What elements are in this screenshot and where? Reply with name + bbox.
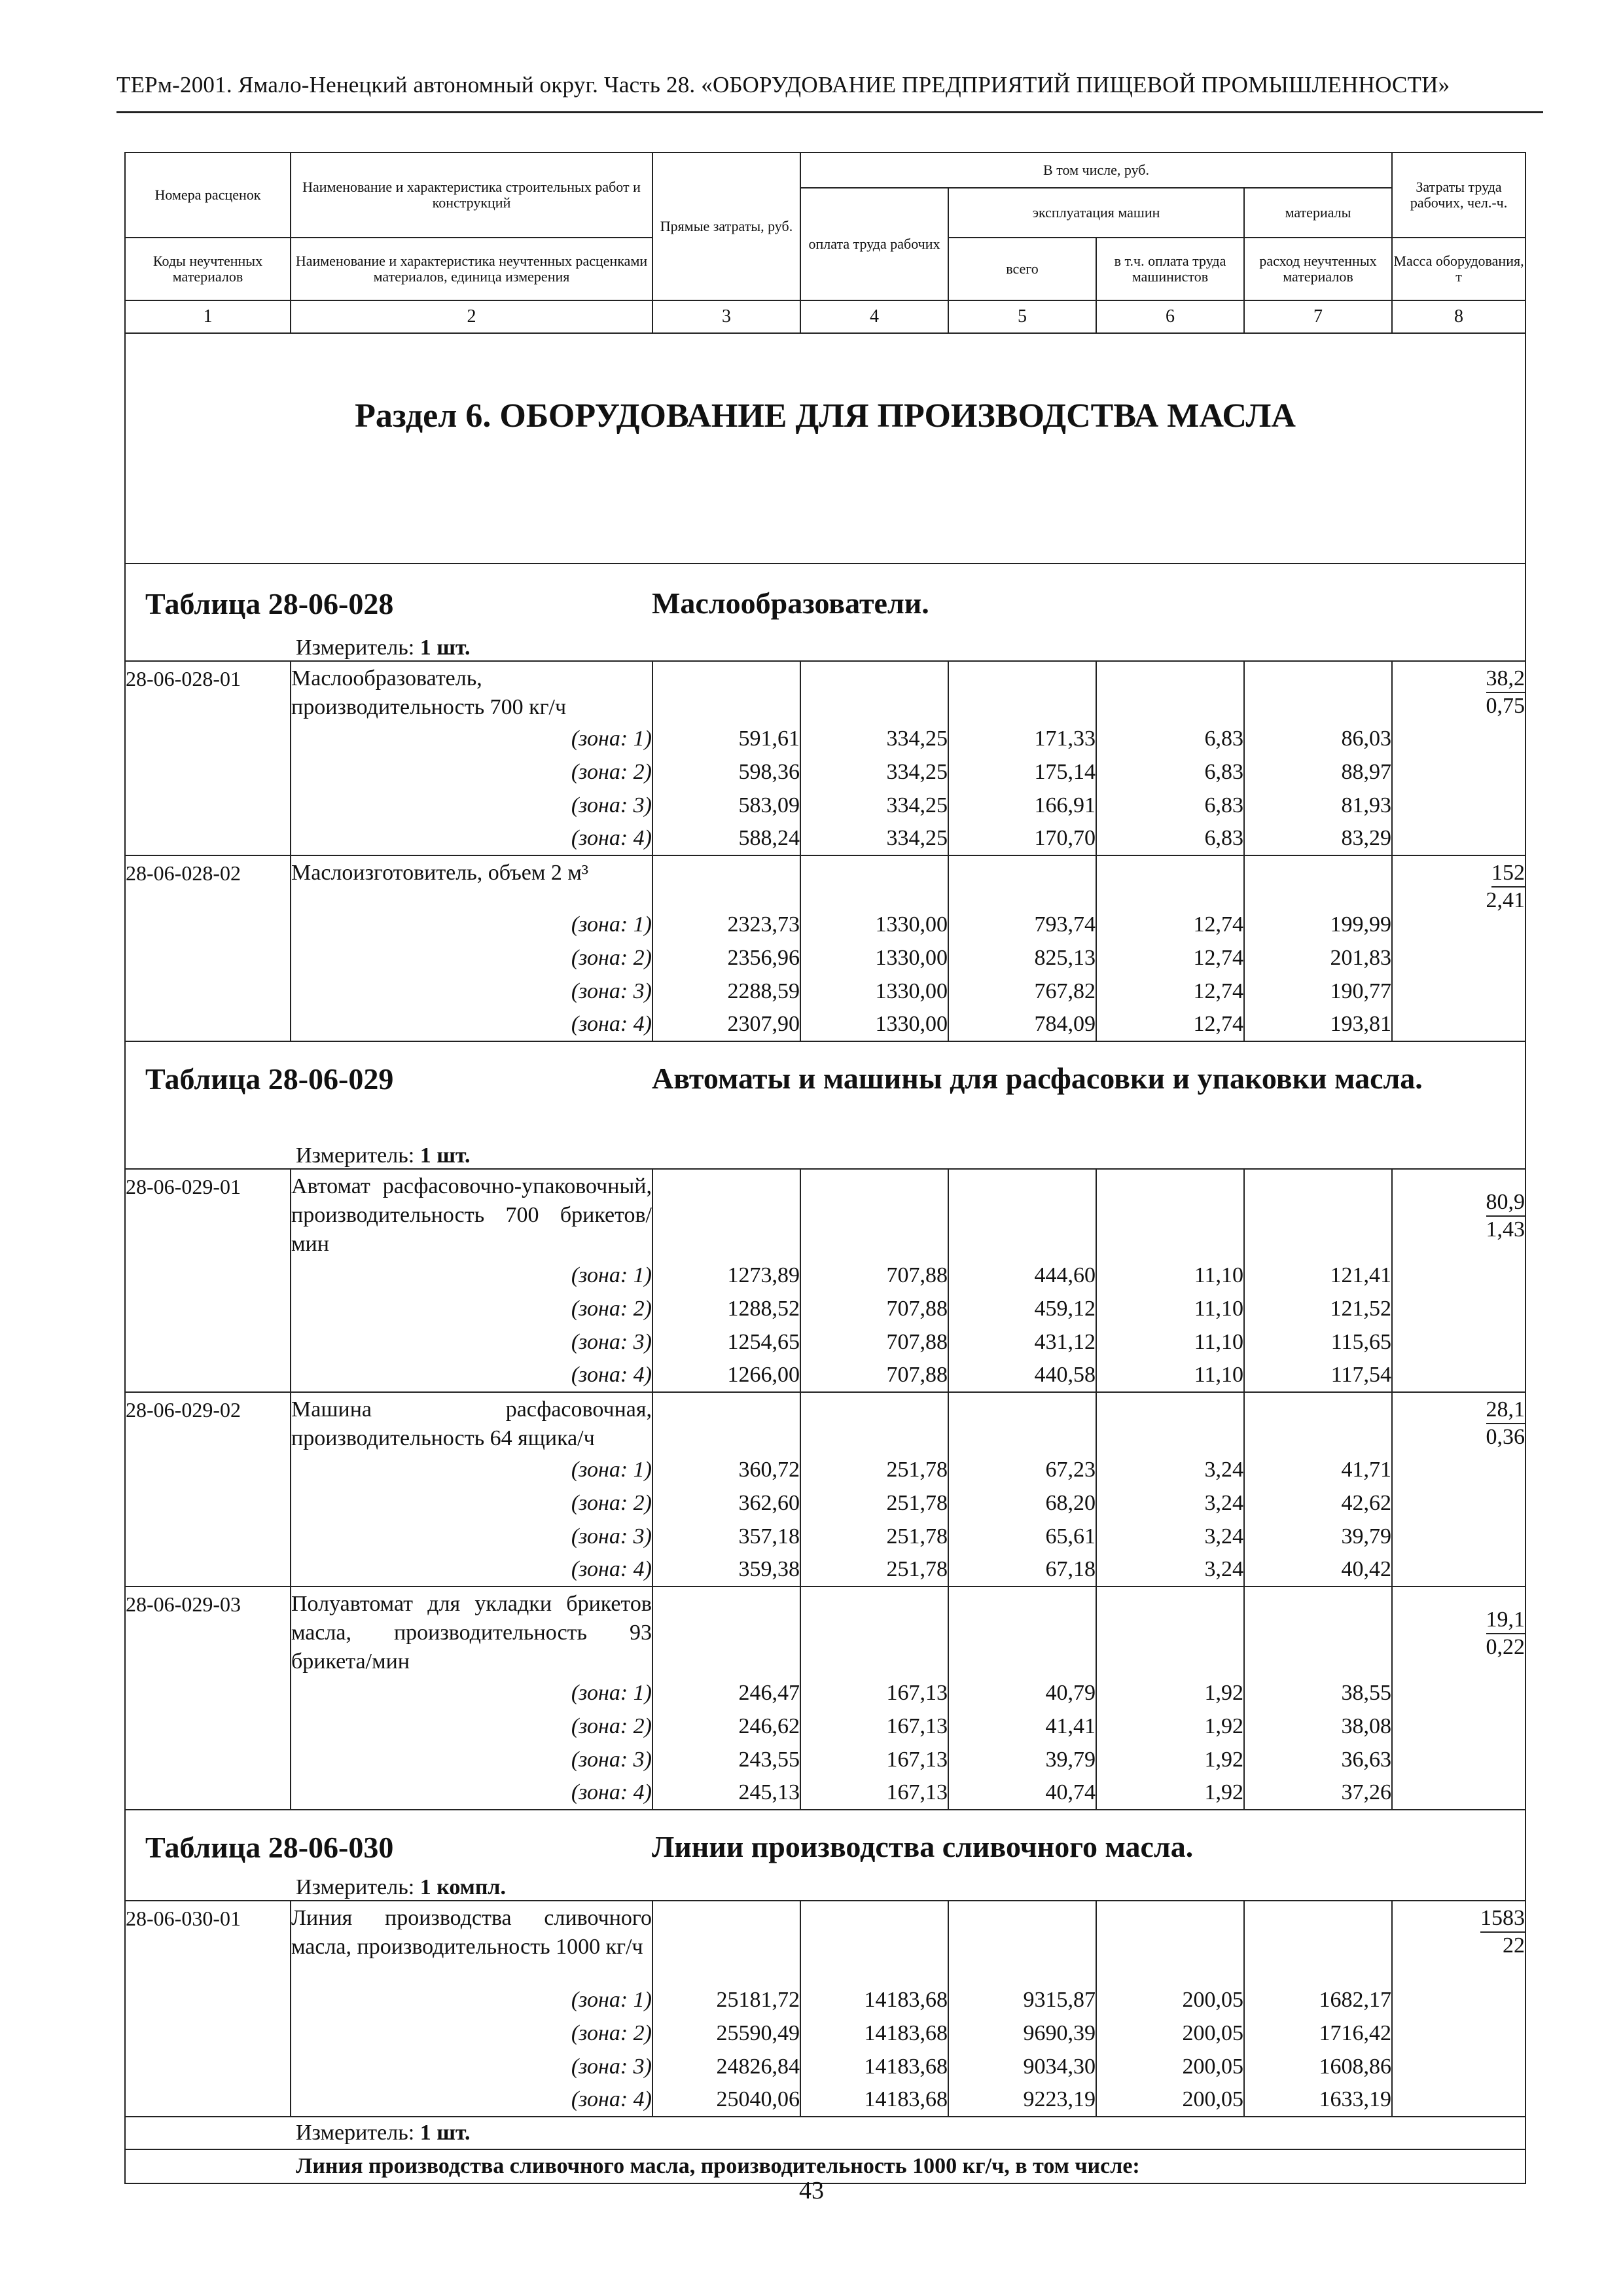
column-number: 5 — [948, 300, 1096, 333]
zone-value: 1266,00 — [652, 1359, 800, 1392]
zone-value: 38,55 — [1244, 1676, 1392, 1710]
zone-value: 1288,52 — [652, 1292, 800, 1325]
header-col1-bottom: Коды неучтенных материалов — [125, 238, 291, 300]
zone-value: 83,29 — [1244, 822, 1392, 855]
measure-value: 1 шт. — [419, 636, 471, 660]
zone-value: 167,13 — [800, 1676, 948, 1710]
labor-cost: 19,1 — [1486, 1607, 1525, 1634]
zone-label: (зона: 4) — [291, 1776, 652, 1810]
zone-row — [125, 1486, 1525, 1520]
zone-value: 14183,68 — [800, 1983, 948, 2017]
labor-cost: 38,2 — [1486, 666, 1525, 693]
zone-value: 11,10 — [1096, 1359, 1244, 1392]
zone-value: 12,74 — [1096, 975, 1244, 1008]
zone-value: 9690,39 — [948, 2017, 1096, 2050]
zone-value: 360,72 — [652, 1453, 800, 1486]
zone-value: 11,10 — [1096, 1292, 1244, 1325]
zone-value: 444,60 — [948, 1259, 1096, 1292]
zone-value: 1330,00 — [800, 941, 948, 975]
labor-mass-fraction — [1392, 1901, 1525, 2117]
zone-value: 67,23 — [948, 1453, 1096, 1486]
labor-cost: 152 — [1491, 860, 1525, 888]
header-incl: В том числе, руб. — [800, 152, 1392, 188]
zone-value: 1682,17 — [1244, 1983, 1392, 2017]
zone-value: 193,81 — [1244, 1008, 1392, 1041]
column-number: 8 — [1392, 300, 1525, 333]
zone-label: (зона: 3) — [291, 2050, 652, 2083]
zone-label: (зона: 2) — [291, 1710, 652, 1743]
zone-value: 9034,30 — [948, 2050, 1096, 2083]
zone-value: 591,61 — [652, 722, 800, 755]
zone-value: 86,03 — [1244, 722, 1392, 755]
header-machines: эксплуатация машин — [948, 188, 1244, 238]
zone-label: (зона: 1) — [291, 1259, 652, 1292]
zone-value: 334,25 — [800, 822, 948, 855]
zone-value: 707,88 — [800, 1325, 948, 1359]
zone-label: (зона: 2) — [291, 1486, 652, 1520]
running-header: ТЕРм-2001. Ямало-Ненецкий автономный округ. Часть 28. «ОБОРУДОВАНИЕ ПРЕДПРИЯТИЙ ПИЩЕВОЙ ПРОМЫШЛЕННОСТИ» — [116, 72, 1450, 98]
header-col6: в т.ч. оплата труда машинистов — [1096, 238, 1244, 300]
equipment-mass: 0,22 — [1486, 1635, 1525, 1659]
zone-value: 40,74 — [948, 1776, 1096, 1810]
zone-value: 201,83 — [1244, 941, 1392, 975]
zone-value: 2356,96 — [652, 941, 800, 975]
column-number: 1 — [125, 300, 291, 333]
zone-value: 357,18 — [652, 1520, 800, 1553]
zone-value: 200,05 — [1096, 2050, 1244, 2083]
zone-value: 200,05 — [1096, 1983, 1244, 2017]
zone-value: 121,41 — [1244, 1259, 1392, 1292]
header-divider — [116, 111, 1543, 113]
zone-value: 175,14 — [948, 755, 1096, 789]
zone-label: (зона: 1) — [291, 1453, 652, 1486]
labor-mass-fraction — [1392, 855, 1525, 1041]
zone-row — [125, 908, 1525, 941]
zone-value: 25181,72 — [652, 1983, 800, 2017]
table-title-row — [125, 1041, 1525, 1140]
zone-row — [125, 2083, 1525, 2117]
footer-measure-row — [125, 2117, 1525, 2149]
zone-label: (зона: 4) — [291, 1008, 652, 1041]
zone-value: 121,52 — [1244, 1292, 1392, 1325]
zone-row — [125, 1008, 1525, 1041]
table-name: Автоматы и машины для расфасовки и упаковки масла. — [652, 1062, 1423, 1095]
zone-row — [125, 1453, 1525, 1486]
zone-row — [125, 722, 1525, 755]
table-name: Линии производства сливочного масла. — [652, 1830, 1194, 1863]
zone-value: 37,26 — [1244, 1776, 1392, 1810]
section-title: Раздел 6. ОБОРУДОВАНИЕ ДЛЯ ПРОИЗВОДСТВА МАСЛА — [355, 397, 1296, 435]
rate-code: 28-06-030-01 — [125, 1901, 291, 2117]
zone-value: 245,13 — [652, 1776, 800, 1810]
measure-value: 1 компл. — [419, 1875, 507, 1899]
equipment-mass: 0,36 — [1486, 1425, 1525, 1449]
zone-value: 171,33 — [948, 722, 1096, 755]
zone-label: (зона: 4) — [291, 822, 652, 855]
zone-value: 41,71 — [1244, 1453, 1392, 1486]
zone-value: 793,74 — [948, 908, 1096, 941]
zone-value: 246,47 — [652, 1676, 800, 1710]
zone-label: (зона: 1) — [291, 908, 652, 941]
zone-row — [125, 1710, 1525, 1743]
zone-value: 3,24 — [1096, 1553, 1244, 1587]
zone-value: 115,65 — [1244, 1325, 1392, 1359]
zone-value: 68,20 — [948, 1486, 1096, 1520]
table-code: Таблица 28-06-028 — [145, 587, 394, 620]
zone-value: 243,55 — [652, 1743, 800, 1776]
zone-value: 3,24 — [1096, 1453, 1244, 1486]
zone-value: 11,10 — [1096, 1325, 1244, 1359]
zone-row — [125, 1983, 1525, 2017]
zone-row — [125, 1776, 1525, 1810]
zone-value: 167,13 — [800, 1710, 948, 1743]
equipment-mass: 0,75 — [1486, 694, 1525, 718]
zone-value: 39,79 — [1244, 1520, 1392, 1553]
equipment-mass: 2,41 — [1486, 888, 1525, 912]
table-title-row — [125, 564, 1525, 632]
zone-value: 588,24 — [652, 822, 800, 855]
zone-label: (зона: 3) — [291, 1743, 652, 1776]
labor-mass-fraction — [1392, 1169, 1525, 1392]
zone-value: 251,78 — [800, 1486, 948, 1520]
zone-value: 166,91 — [948, 789, 1096, 822]
zone-row — [125, 755, 1525, 789]
rate-code: 28-06-028-01 — [125, 661, 291, 855]
zone-value: 459,12 — [948, 1292, 1096, 1325]
zone-value: 40,42 — [1244, 1553, 1392, 1587]
header-col8-top: Затраты труда рабочих, чел.-ч. — [1392, 152, 1525, 238]
zone-value: 334,25 — [800, 722, 948, 755]
zone-value: 6,83 — [1096, 755, 1244, 789]
zone-value: 14183,68 — [800, 2017, 948, 2050]
zone-value: 117,54 — [1244, 1359, 1392, 1392]
zone-value: 190,77 — [1244, 975, 1392, 1008]
zone-value: 2323,73 — [652, 908, 800, 941]
zone-label: (зона: 3) — [291, 975, 652, 1008]
zone-value: 36,63 — [1244, 1743, 1392, 1776]
labor-cost: 1583 — [1480, 1905, 1525, 1933]
measure-row — [125, 1872, 1525, 1901]
zone-value: 1330,00 — [800, 1008, 948, 1041]
header-col1-top: Номера расценок — [125, 152, 291, 238]
zone-value: 6,83 — [1096, 789, 1244, 822]
zone-value: 246,62 — [652, 1710, 800, 1743]
table-name: Маслообразователи. — [652, 586, 929, 620]
zone-value: 88,97 — [1244, 755, 1392, 789]
zone-value: 67,18 — [948, 1553, 1096, 1587]
zone-label: (зона: 4) — [291, 1359, 652, 1392]
column-number: 3 — [652, 300, 800, 333]
measure-label: Измеритель: — [296, 1143, 415, 1168]
zone-value: 6,83 — [1096, 822, 1244, 855]
zone-value: 65,61 — [948, 1520, 1096, 1553]
zone-value: 167,13 — [800, 1743, 948, 1776]
table-code: Таблица 28-06-030 — [145, 1831, 394, 1864]
zone-value: 199,99 — [1244, 908, 1392, 941]
zone-value: 334,25 — [800, 755, 948, 789]
zone-value: 14183,68 — [800, 2083, 948, 2117]
zone-value: 825,13 — [948, 941, 1096, 975]
rate-item-row — [125, 1169, 1525, 1259]
zone-row — [125, 941, 1525, 975]
zone-row — [125, 975, 1525, 1008]
zone-label: (зона: 3) — [291, 1325, 652, 1359]
zone-value: 41,41 — [948, 1710, 1096, 1743]
header-col7: расход неучтенных материалов — [1244, 238, 1392, 300]
zone-value: 1,92 — [1096, 1776, 1244, 1810]
zone-value: 359,38 — [652, 1553, 800, 1587]
zone-value: 11,10 — [1096, 1259, 1244, 1292]
zone-value: 24826,84 — [652, 2050, 800, 2083]
column-number: 2 — [291, 300, 652, 333]
zone-value: 767,82 — [948, 975, 1096, 1008]
zone-value: 251,78 — [800, 1520, 948, 1553]
zone-row — [125, 1743, 1525, 1776]
zone-value: 1633,19 — [1244, 2083, 1392, 2117]
zone-value: 707,88 — [800, 1292, 948, 1325]
rate-code: 28-06-029-02 — [125, 1392, 291, 1587]
rate-item-row — [125, 855, 1525, 908]
zone-value: 9223,19 — [948, 2083, 1096, 2117]
rate-item-row — [125, 1901, 1525, 1983]
zone-row — [125, 1553, 1525, 1587]
zone-value: 1330,00 — [800, 908, 948, 941]
header-col4: оплата труда рабочих — [800, 188, 948, 300]
zone-value: 251,78 — [800, 1553, 948, 1587]
zone-value: 38,08 — [1244, 1710, 1392, 1743]
zone-value: 784,09 — [948, 1008, 1096, 1041]
measure-label: Измеритель: — [296, 1875, 415, 1899]
rate-description: Маслоизготовитель, объем 2 м³ — [291, 855, 652, 908]
zone-value: 25040,06 — [652, 2083, 800, 2117]
column-number: 7 — [1244, 300, 1392, 333]
zone-value: 12,74 — [1096, 941, 1244, 975]
table-code: Таблица 28-06-029 — [145, 1062, 394, 1096]
column-number: 6 — [1096, 300, 1244, 333]
zone-value: 431,12 — [948, 1325, 1096, 1359]
column-numbers-row — [125, 300, 1525, 333]
zone-value: 1,92 — [1096, 1676, 1244, 1710]
measure-row — [125, 632, 1525, 661]
zone-label: (зона: 1) — [291, 722, 652, 755]
rate-code: 28-06-029-01 — [125, 1169, 291, 1392]
labor-mass-fraction — [1392, 1587, 1525, 1810]
header-col2-bottom: Наименование и характеристика неучтенных расценками материалов, единица измерения — [291, 238, 652, 300]
zone-value: 12,74 — [1096, 908, 1244, 941]
zone-value: 707,88 — [800, 1359, 948, 1392]
rate-description: Автомат расфасовочно-упаковочный, производительность 700 брикетов/мин — [291, 1169, 652, 1259]
measure-value: 1 шт. — [419, 1143, 471, 1168]
header-col5: всего — [948, 238, 1096, 300]
labor-cost: 28,1 — [1486, 1397, 1525, 1424]
zone-value: 1330,00 — [800, 975, 948, 1008]
zone-label: (зона: 3) — [291, 789, 652, 822]
zone-value: 200,05 — [1096, 2017, 1244, 2050]
zone-row — [125, 822, 1525, 855]
zone-value: 440,58 — [948, 1359, 1096, 1392]
zone-row — [125, 1359, 1525, 1392]
rate-description: Маслообразователь, производительность 700 кг/ч — [291, 661, 652, 722]
zone-row — [125, 789, 1525, 822]
zone-value: 3,24 — [1096, 1486, 1244, 1520]
rate-item-row — [125, 1392, 1525, 1453]
zone-row — [125, 1325, 1525, 1359]
zone-value: 9315,87 — [948, 1983, 1096, 2017]
labor-mass-fraction — [1392, 1392, 1525, 1587]
measure-label: Измеритель: — [296, 2121, 415, 2145]
zone-label: (зона: 2) — [291, 941, 652, 975]
zone-row — [125, 1259, 1525, 1292]
zone-value: 167,13 — [800, 1776, 948, 1810]
header-col8-bottom: Масса оборудования, т — [1392, 238, 1525, 300]
zone-row — [125, 1520, 1525, 1553]
footer-line: Линия производства сливочного масла, производительность 1000 кг/ч, в том числе: — [291, 2149, 1525, 2183]
zone-value: 707,88 — [800, 1259, 948, 1292]
price-table — [124, 152, 1526, 2184]
zone-value: 12,74 — [1096, 1008, 1244, 1041]
zone-value: 334,25 — [800, 789, 948, 822]
zone-label: (зона: 2) — [291, 755, 652, 789]
zone-value: 362,60 — [652, 1486, 800, 1520]
zone-value: 81,93 — [1244, 789, 1392, 822]
zone-value: 1254,65 — [652, 1325, 800, 1359]
zone-row — [125, 1676, 1525, 1710]
zone-value: 3,24 — [1096, 1520, 1244, 1553]
zone-value: 598,36 — [652, 755, 800, 789]
zone-value: 583,09 — [652, 789, 800, 822]
page-number: 43 — [799, 2177, 824, 2204]
zone-value: 200,05 — [1096, 2083, 1244, 2117]
measure-row — [125, 1140, 1525, 1169]
zone-value: 25590,49 — [652, 2017, 800, 2050]
equipment-mass: 1,43 — [1486, 1217, 1525, 1242]
header-col3: Прямые затраты, руб. — [652, 152, 800, 300]
zone-value: 251,78 — [800, 1453, 948, 1486]
labor-mass-fraction — [1392, 661, 1525, 855]
measure-label: Измеритель: — [296, 636, 415, 660]
zone-row — [125, 2017, 1525, 2050]
table-title-row — [125, 1810, 1525, 1872]
rate-description: Линия производства сливочного масла, производительность 1000 кг/ч — [291, 1901, 652, 1983]
measure-value: 1 шт. — [419, 2121, 471, 2145]
rate-item-row — [125, 661, 1525, 722]
zone-label: (зона: 3) — [291, 1520, 652, 1553]
labor-cost: 80,9 — [1486, 1189, 1525, 1217]
zone-value: 1608,86 — [1244, 2050, 1392, 2083]
zone-value: 1716,42 — [1244, 2017, 1392, 2050]
zone-value: 2307,90 — [652, 1008, 800, 1041]
zone-label: (зона: 1) — [291, 1676, 652, 1710]
zone-row — [125, 2050, 1525, 2083]
header-col2-top: Наименование и характеристика строительных работ и конструкций — [291, 152, 652, 238]
rate-code: 28-06-028-02 — [125, 855, 291, 1041]
equipment-mass: 22 — [1503, 1933, 1525, 1958]
rate-item-row — [125, 1587, 1525, 1676]
zone-value: 1,92 — [1096, 1743, 1244, 1776]
zone-value: 2288,59 — [652, 975, 800, 1008]
header-materials: материалы — [1244, 188, 1392, 238]
zone-value: 39,79 — [948, 1743, 1096, 1776]
zone-label: (зона: 1) — [291, 1983, 652, 2017]
zone-value: 42,62 — [1244, 1486, 1392, 1520]
rate-description: Машина расфасовочная, производительность 64 ящика/ч — [291, 1392, 652, 1453]
zone-label: (зона: 2) — [291, 2017, 652, 2050]
zone-label: (зона: 4) — [291, 2083, 652, 2117]
zone-row — [125, 1292, 1525, 1325]
column-number: 4 — [800, 300, 948, 333]
zone-value: 40,79 — [948, 1676, 1096, 1710]
rate-code: 28-06-029-03 — [125, 1587, 291, 1810]
zone-value: 1273,89 — [652, 1259, 800, 1292]
rate-description: Полуавтомат для укладки брикетов масла, производительность 93 брикета/мин — [291, 1587, 652, 1676]
zone-label: (зона: 4) — [291, 1553, 652, 1587]
zone-label: (зона: 2) — [291, 1292, 652, 1325]
zone-value: 170,70 — [948, 822, 1096, 855]
zone-value: 1,92 — [1096, 1710, 1244, 1743]
zone-value: 14183,68 — [800, 2050, 948, 2083]
zone-value: 6,83 — [1096, 722, 1244, 755]
